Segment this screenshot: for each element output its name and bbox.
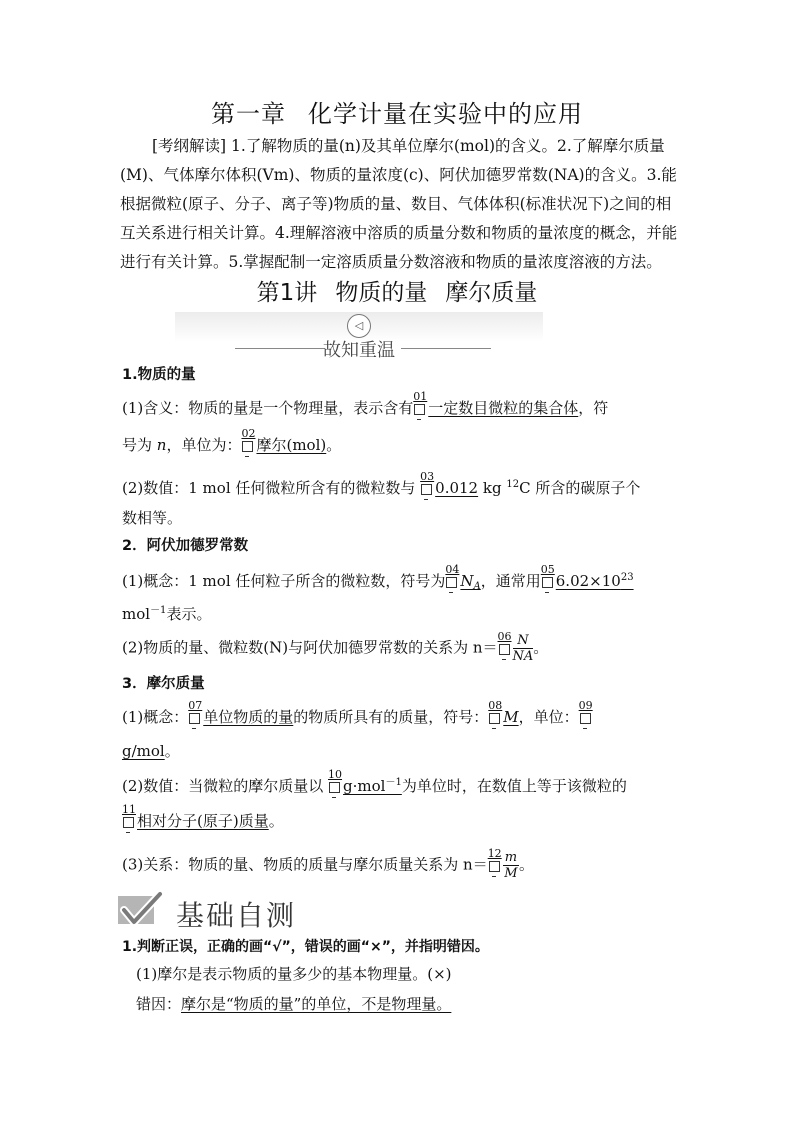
review-band: [175, 312, 543, 361]
blank-number: [578, 699, 593, 728]
superscript: －1: [385, 777, 402, 788]
text: (1)概念：1 mol 任何粒子所含的微粒数，符号为: [122, 572, 446, 590]
blank-number: [122, 803, 136, 832]
text: 的物质所具有的质量，符号：: [293, 708, 489, 726]
syllabus-tag: [考纲解读]: [152, 137, 227, 155]
section-heading: 3．摩尔质量: [122, 676, 205, 692]
superscript: 23: [620, 572, 634, 583]
text: ，单位为：: [166, 436, 242, 454]
text: 表示。: [166, 605, 212, 623]
denominator: M: [504, 866, 518, 881]
blank-index: 08: [488, 699, 503, 712]
text: ，通常用: [480, 572, 541, 590]
blank-number: [540, 563, 555, 592]
blank-index: 04: [445, 563, 460, 576]
unit: g·mol: [343, 777, 386, 795]
answer: 相对分子(原子)质量: [137, 812, 269, 830]
text: 。: [533, 638, 549, 657]
blank-index: 10: [328, 768, 343, 781]
lesson-number: 第1讲: [256, 280, 318, 306]
leaf-emblem-icon: ◁: [347, 314, 371, 338]
fraction: [503, 850, 519, 881]
error-reason: [136, 993, 696, 1015]
blank-number: [497, 629, 512, 659]
superscript: －1: [150, 605, 167, 616]
text: (1)概念：: [122, 708, 189, 726]
text: 号为: [122, 436, 157, 454]
text: (1)含义：物质的量是一个物理量，表示含有: [122, 399, 414, 417]
text: kg: [478, 479, 507, 497]
sec3-line1: [122, 699, 682, 728]
blank-number: [328, 768, 343, 797]
symbol: N: [460, 572, 474, 590]
text: (2)数值：1 mol 任何微粒所含有的微粒数与: [122, 479, 421, 497]
blank-index: 11: [122, 803, 136, 816]
answer: g/mol: [122, 742, 165, 760]
chapter-number: 第一章: [211, 100, 286, 128]
sec1-line3: [122, 470, 682, 499]
text: ，单位：: [518, 708, 579, 726]
numerator: m: [504, 850, 518, 865]
answer: 一定数目微粒的集合体: [428, 399, 579, 417]
text: 。: [519, 855, 535, 874]
question-heading: 1.判断正误，正确的画“√”，错误的画“×”，并指明错因。: [122, 939, 489, 955]
blank-index: 06: [497, 629, 512, 643]
blank-index: 07: [188, 699, 203, 712]
sec1-line2: [122, 427, 682, 456]
blank-number: [241, 427, 256, 456]
sec3-line4: [122, 803, 682, 832]
answer: [556, 572, 634, 590]
blank-number: [413, 390, 428, 419]
lesson-topic-2: 摩尔质量: [445, 280, 538, 306]
text: 。: [326, 436, 342, 454]
blank-index: 01: [413, 390, 428, 403]
section-heading: 2．阿伏加德罗常数: [122, 538, 249, 554]
chapter-title: [0, 94, 794, 129]
review-band-label: 故知重温: [323, 340, 395, 361]
blank-index: 05: [540, 563, 555, 576]
denominator: NA: [512, 649, 534, 664]
text: (3)关系：物质的量、物质的质量与摩尔质量关系为 n＝: [122, 855, 488, 874]
answer: 0.012: [435, 479, 479, 497]
sec1-line1: [122, 390, 682, 419]
blank-number: [488, 699, 503, 728]
numerator: N: [513, 633, 534, 649]
self-test-title: 基础自测: [176, 899, 297, 932]
blank-number: [445, 563, 460, 592]
checkmark-icon: [118, 896, 154, 924]
sec3-line5: [122, 846, 682, 881]
lesson-title: [0, 274, 794, 307]
question-1: (1)摩尔是表示物质的量多少的基本物理量。(×): [136, 965, 452, 983]
superscript: 12: [506, 479, 520, 490]
syllabus-paragraph: [120, 132, 680, 277]
section-heading: 1.物质的量: [122, 367, 196, 383]
sec2-line3: [122, 629, 682, 664]
subscript: A: [473, 581, 481, 592]
text: 为单位时，在数值上等于该微粒的: [401, 777, 627, 795]
blank-number: [487, 846, 502, 876]
text: C 所含的碳原子个: [519, 479, 641, 497]
text: ，符: [578, 399, 609, 417]
answer: M: [503, 708, 519, 726]
lesson-topic-1: 物质的量: [335, 280, 428, 306]
answer: [343, 777, 402, 795]
blank-number: [188, 699, 203, 728]
value: 6.02×10: [555, 572, 621, 590]
answer: 摩尔(mol): [256, 436, 327, 454]
blank-number: [420, 470, 435, 499]
blank-index: 12: [487, 846, 502, 860]
sec3-line3: [122, 768, 682, 797]
blank-index: 09: [578, 699, 593, 712]
sec2-line2: [122, 600, 682, 625]
sec1-line4: 数相等。: [122, 509, 183, 527]
symbol: n: [156, 436, 167, 454]
fraction: [513, 633, 534, 664]
sec3-line2: [122, 740, 682, 762]
syllabus-text: 1.了解物质的量(n)及其单位摩尔(mol)的含义。2.了解摩尔质量(M)、气体摩尔体积(Vm)、物质的量浓度(c)、阿伏加德罗常数(NA)的含义。3.能根据微粒(原子、分子、离子等)物质的量、数目、气体体积(标准状况下)之间的相互关系进行相关计算。4.理解溶液中溶质的质量分数和物质的量浓度的概念，并能进行有关计算。5.掌握配制一定溶质质量分数溶液和物质的量浓度溶液的方法。: [120, 137, 678, 271]
answer: [460, 572, 480, 590]
text: mol: [122, 605, 151, 623]
answer: 单位物质的量: [203, 708, 294, 726]
chapter-name: 化学计量在实验中的应用: [308, 100, 583, 128]
text: (2)物质的量、微粒数(N)与阿伏加德罗常数的关系为 n＝: [122, 638, 498, 657]
sec2-line1: [122, 563, 682, 598]
reason-text: 摩尔是“物质的量”的单位，不是物理量。: [181, 995, 452, 1013]
self-test-banner: [118, 892, 418, 932]
text: 。: [268, 812, 284, 830]
blank-index: 02: [241, 427, 256, 440]
text: (2)数值：当微粒的摩尔质量以: [122, 777, 329, 795]
text: 。: [164, 742, 180, 760]
blank-index: 03: [420, 470, 435, 483]
reason-label: 错因：: [136, 995, 182, 1013]
